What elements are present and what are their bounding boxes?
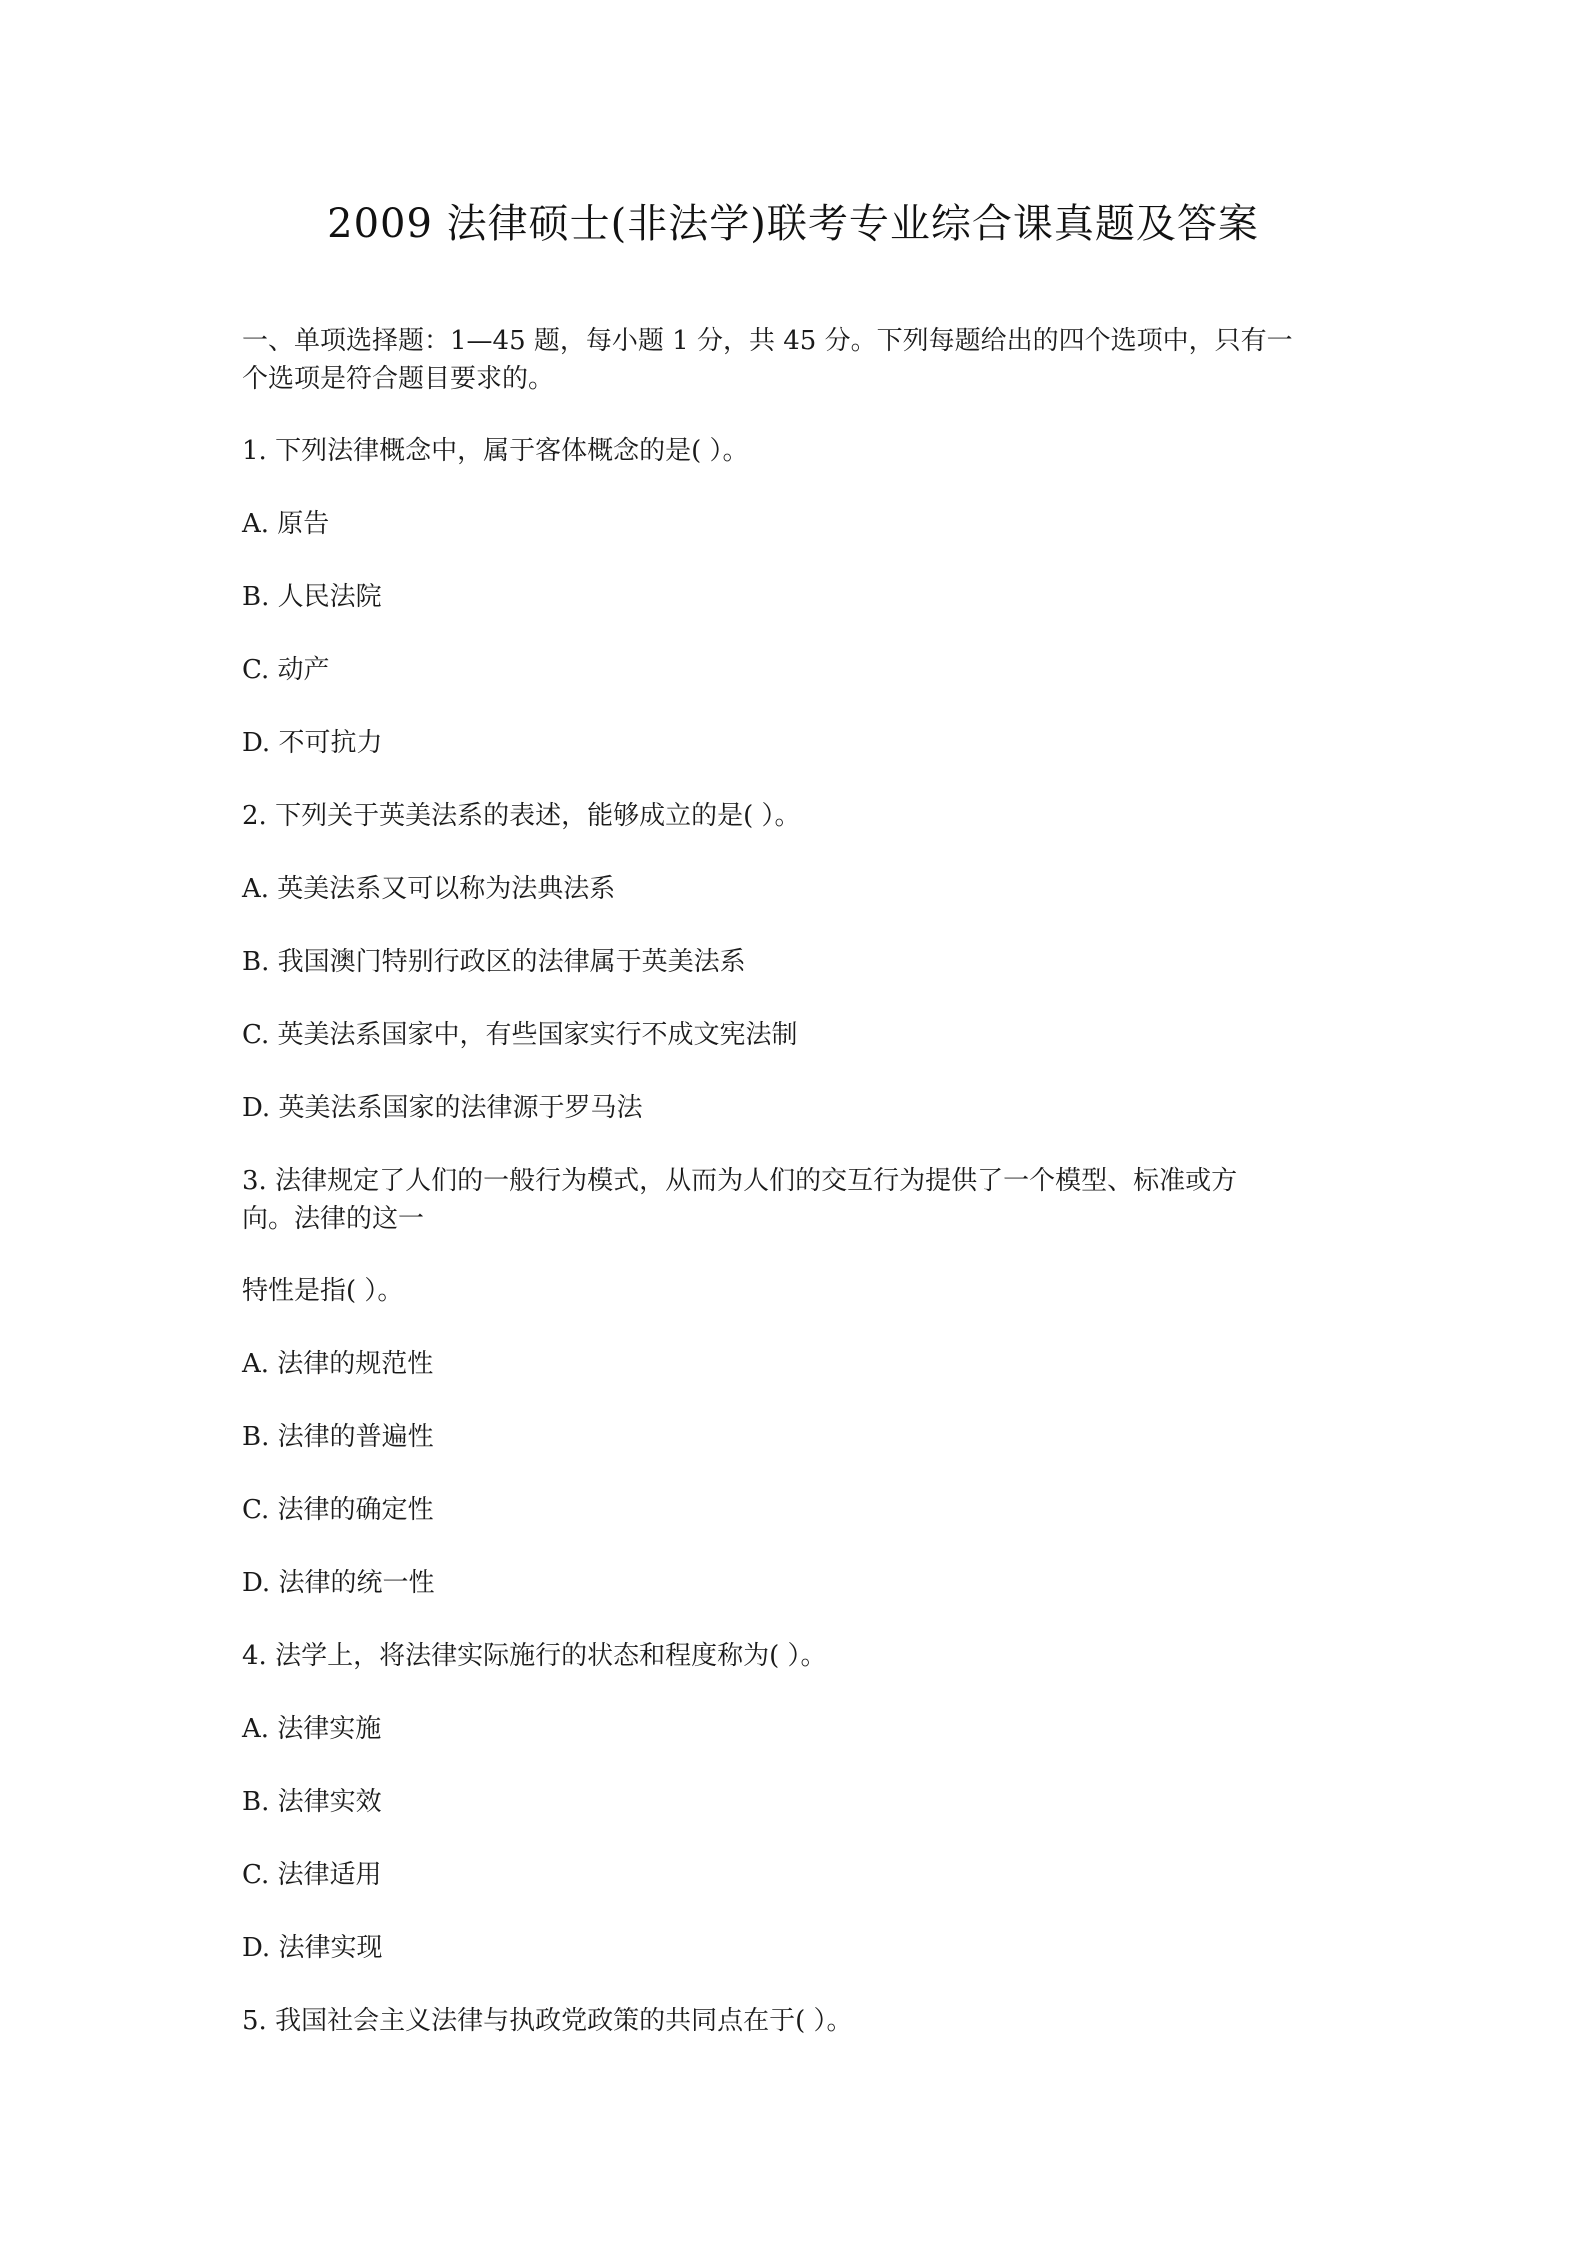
question-3-option-c: C. 法律的确定性	[242, 1495, 434, 1525]
question-3-option-a: A. 法律的规范性	[242, 1349, 434, 1379]
question-3-stem-line-3: 特性是指( ）。	[242, 1276, 404, 1306]
question-2-stem: 2. 下列关于英美法系的表述，能够成立的是( ）。	[242, 801, 801, 831]
document-title: 2009 法律硕士(非法学)联考专业综合课真题及答案	[327, 201, 1259, 247]
question-3-stem-line-1: 3. 法律规定了人们的一般行为模式，从而为人们的交互行为提供了一个模型、标准或方	[242, 1166, 1238, 1196]
question-4-option-a: A. 法律实施	[242, 1714, 382, 1744]
question-4-option-d: D. 法律实现	[242, 1933, 383, 1963]
question-1-option-b: B. 人民法院	[242, 582, 382, 612]
question-3-option-d: D. 法律的统一性	[242, 1568, 435, 1598]
question-3-option-b: B. 法律的普遍性	[242, 1422, 434, 1452]
question-1-option-d: D. 不可抗力	[242, 728, 383, 758]
question-2-option-d: D. 英美法系国家的法律源于罗马法	[242, 1093, 643, 1123]
question-3-stem-line-2: 向。法律的这一	[242, 1204, 425, 1234]
question-4-stem: 4. 法学上，将法律实际施行的状态和程度称为( ）。	[242, 1641, 827, 1671]
section-heading-line-1: 一、单项选择题：1—45 题，每小题 1 分，共 45 分。下列每题给出的四个选项中，只有一	[242, 326, 1293, 356]
question-5-stem: 5. 我国社会主义法律与执政党政策的共同点在于( ）。	[242, 2006, 853, 2036]
question-2-option-b: B. 我国澳门特别行政区的法律属于英美法系	[242, 947, 746, 977]
question-2-option-a: A. 英美法系又可以称为法典法系	[242, 874, 616, 904]
question-1-stem: 1. 下列法律概念中，属于客体概念的是( ）。	[242, 436, 749, 466]
question-1-option-a: A. 原告	[242, 509, 330, 539]
question-1-option-c: C. 动产	[242, 655, 330, 685]
question-2-option-c: C. 英美法系国家中，有些国家实行不成文宪法制	[242, 1020, 798, 1050]
question-4-option-b: B. 法律实效	[242, 1787, 382, 1817]
question-4-option-c: C. 法律适用	[242, 1860, 382, 1890]
section-heading-line-2: 个选项是符合题目要求的。	[242, 364, 555, 394]
